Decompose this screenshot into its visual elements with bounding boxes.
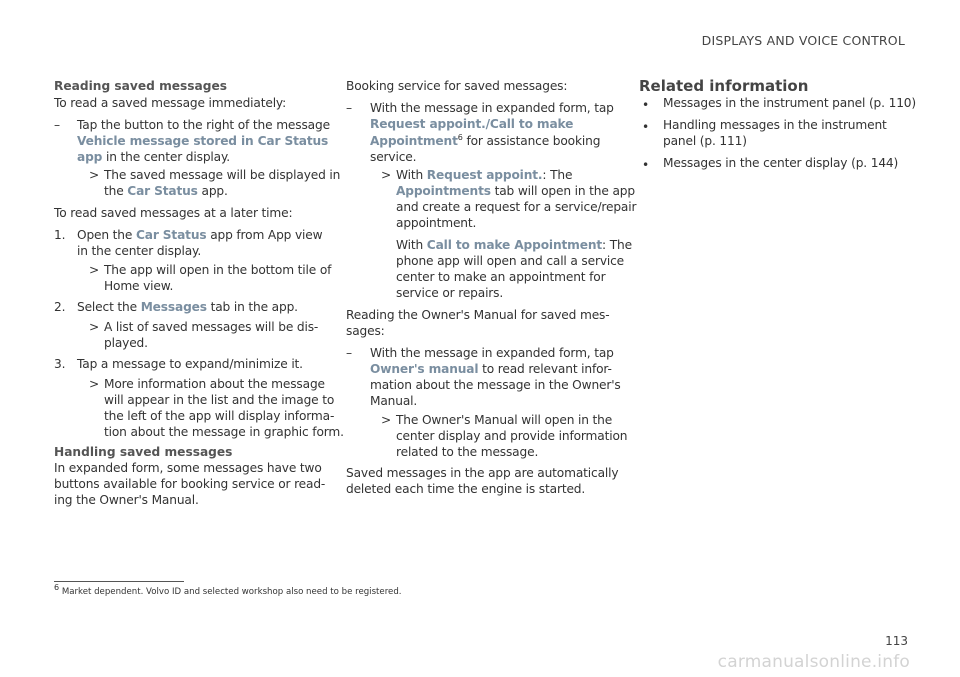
watermark: carmanualsonline.info bbox=[717, 652, 910, 672]
result-text: related to the message. bbox=[396, 445, 539, 459]
ui-term: Car Status bbox=[127, 184, 198, 198]
step-number: 1. bbox=[54, 228, 66, 242]
step-text: in the center display. bbox=[77, 244, 202, 258]
result-text: The saved message will be displayed in bbox=[104, 168, 341, 182]
result-marker: > bbox=[381, 168, 392, 182]
result-text: appointment. bbox=[396, 216, 477, 230]
dash-item-text: With the message in expanded form, tap bbox=[370, 101, 614, 115]
bullet: • bbox=[642, 120, 650, 134]
bullet: • bbox=[642, 158, 650, 172]
dash-item-text: app in the center display. bbox=[77, 150, 231, 164]
result-text: tion about the message in graphic form. bbox=[104, 425, 344, 439]
result-text: will appear in the list and the image to bbox=[104, 393, 335, 407]
related-link[interactable]: Messages in the instrument panel (p. 110) bbox=[663, 96, 917, 110]
ui-term: Messages bbox=[140, 300, 207, 314]
paragraph: deleted each time the engine is started. bbox=[346, 482, 586, 496]
bullet: • bbox=[642, 98, 650, 112]
result-text: played. bbox=[104, 336, 148, 350]
result-marker: > bbox=[381, 413, 392, 427]
paragraph: buttons available for booking service or read- bbox=[54, 477, 326, 491]
result-marker: > bbox=[89, 263, 100, 277]
paragraph: Booking service for saved messages: bbox=[346, 79, 568, 93]
dash-item-text: Tap the button to the right of the message bbox=[77, 118, 330, 132]
dash-item-text: mation about the message in the Owner's bbox=[370, 378, 621, 392]
result-text: Appointments tab will open in the app bbox=[396, 184, 635, 198]
result-text: service or repairs. bbox=[396, 286, 504, 300]
paragraph: To read saved messages at a later time: bbox=[54, 206, 293, 220]
paragraph: Reading the Owner's Manual for saved mes- bbox=[346, 308, 610, 322]
result-text: The app will open in the bottom tile of bbox=[104, 263, 332, 277]
paragraph: In expanded form, some messages have two bbox=[54, 461, 322, 475]
footnote-mark: 6 bbox=[54, 583, 60, 593]
ui-term: Appointment bbox=[370, 134, 458, 148]
result-text: center to make an appointment for bbox=[396, 270, 606, 284]
ui-term: Owner's manual bbox=[370, 362, 479, 376]
result-text: More information about the message bbox=[104, 377, 325, 391]
footnote: $^6$ Market dependent. Volvo ID and selected workshop also need to be registered. bbox=[54, 583, 402, 597]
result-text: the Car Status app. bbox=[104, 184, 228, 198]
result-text: Home view. bbox=[104, 279, 174, 293]
result-text: center display and provide information bbox=[396, 429, 628, 443]
ui-term: Call to make Appointment bbox=[426, 238, 603, 252]
paragraph: sages: bbox=[346, 324, 385, 338]
dash-item-text: Appointment$^6$ for assistance booking bbox=[370, 132, 601, 148]
result-marker: > bbox=[89, 168, 100, 182]
paragraph: Saved messages in the app are automatically bbox=[346, 466, 619, 480]
footnote-ref: 6 bbox=[457, 132, 463, 142]
ui-term: Request appoint./Call to make bbox=[370, 117, 574, 131]
step-text: Open the Car Status app from App view bbox=[77, 228, 323, 242]
ui-term: Vehicle message stored in Car Status bbox=[77, 134, 329, 148]
paragraph: ing the Owner's Manual. bbox=[54, 493, 199, 507]
related-link[interactable]: panel (p. 111) bbox=[663, 134, 747, 148]
dash-marker: – bbox=[54, 118, 60, 132]
running-header: DISPLAYS AND VOICE CONTROL bbox=[701, 33, 905, 48]
section-heading-reading: Reading saved messages bbox=[54, 79, 228, 93]
result-text: the left of the app will display informa- bbox=[104, 409, 335, 423]
result-marker: > bbox=[89, 377, 100, 391]
result-marker: > bbox=[89, 320, 100, 334]
dash-item-text: service. bbox=[370, 150, 417, 164]
ui-term: Car Status bbox=[135, 228, 207, 242]
dash-item-text: Owner's manual to read relevant infor- bbox=[370, 362, 612, 376]
ui-term: app bbox=[77, 150, 103, 164]
result-text: phone app will open and call a service bbox=[396, 254, 625, 268]
section-heading-handling: Handling saved messages bbox=[54, 445, 233, 459]
result-text: With Request appoint.: The bbox=[396, 168, 573, 182]
step-number: 3. bbox=[54, 357, 66, 371]
result-text: The Owner's Manual will open in the bbox=[396, 413, 613, 427]
result-text: With Call to make Appointment: The bbox=[396, 238, 632, 252]
step-text: Select the Messages tab in the app. bbox=[77, 300, 298, 314]
dash-item-text: With the message in expanded form, tap bbox=[370, 346, 614, 360]
page-number: 113 bbox=[885, 634, 908, 648]
step-number: 2. bbox=[54, 300, 66, 314]
step-text: Tap a message to expand/minimize it. bbox=[77, 357, 303, 371]
related-info-heading: Related information bbox=[639, 77, 809, 95]
related-link[interactable]: Handling messages in the instrument bbox=[663, 118, 887, 132]
ui-term: Request appoint. bbox=[426, 168, 543, 182]
related-link[interactable]: Messages in the center display (p. 144) bbox=[663, 156, 899, 170]
footnote-separator bbox=[54, 581, 184, 582]
dash-marker: – bbox=[346, 101, 352, 115]
dash-marker: – bbox=[346, 346, 352, 360]
result-text: and create a request for a service/repair bbox=[396, 200, 637, 214]
result-text: A list of saved messages will be dis- bbox=[104, 320, 319, 334]
dash-item-text: Manual. bbox=[370, 394, 418, 408]
ui-term: Appointments bbox=[396, 184, 491, 198]
paragraph: To read a saved message immediately: bbox=[54, 96, 287, 110]
